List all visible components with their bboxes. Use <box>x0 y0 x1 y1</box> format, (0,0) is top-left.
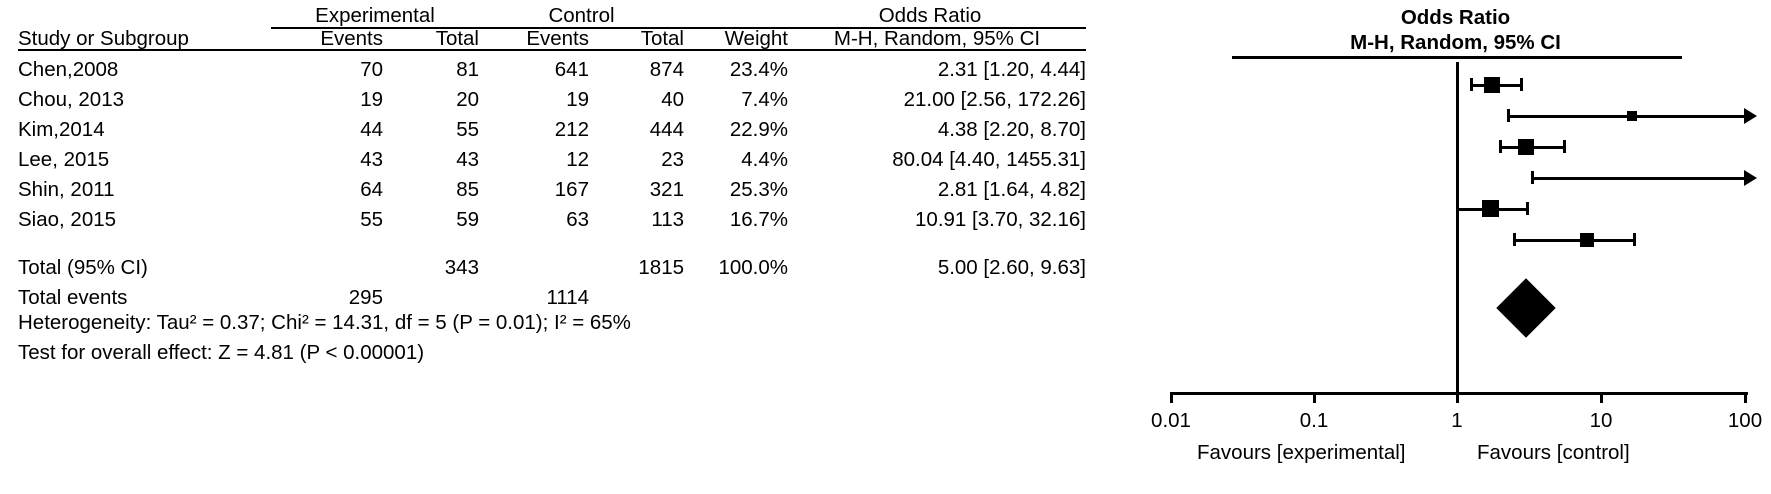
ci-cap-left-study-4 <box>1531 171 1534 184</box>
cell-total-ctl-total: 1815 <box>638 255 684 279</box>
ci-line-study-4 <box>1531 177 1746 180</box>
table-row <box>18 140 1086 170</box>
group-header-blank <box>18 6 271 28</box>
cell-ctl-events: 641 <box>554 57 589 81</box>
cell-exp-events: 70 <box>360 57 383 81</box>
table-total-row <box>18 248 1086 278</box>
cell-effect: 2.81 [1.64, 4.82] <box>937 177 1086 201</box>
table-total-events-row <box>18 278 1086 308</box>
cell-ctl-total: 444 <box>649 117 684 141</box>
ci-cap-left-study-2 <box>1507 109 1510 122</box>
x-tick-2 <box>1456 392 1459 403</box>
cell-exp-total: 43 <box>456 147 479 171</box>
cell-exp-events: 19 <box>360 87 383 111</box>
cell-total-events-ctl: 1114 <box>546 285 589 309</box>
cell-total-events-label: Total events <box>18 285 128 309</box>
group-header-odds-ratio: Odds Ratio <box>788 6 1086 28</box>
table-row <box>18 80 1086 110</box>
cell-exp-events: 55 <box>360 207 383 231</box>
x-tick-0 <box>1170 392 1173 403</box>
plot-header-rule <box>1232 56 1682 59</box>
table-row <box>18 170 1086 200</box>
cell-ctl-total: 40 <box>661 87 684 111</box>
cell-weight: 7.4% <box>741 87 788 111</box>
cell-study: Siao, 2015 <box>18 207 117 231</box>
group-header-experimental: Experimental <box>271 6 479 28</box>
x-axis-line <box>1170 392 1748 395</box>
effect-marker-study-2 <box>1627 111 1637 121</box>
axis-caption-right: Favours [control] <box>1477 441 1630 464</box>
ci-cap-left-study-6 <box>1513 233 1516 246</box>
reference-line <box>1456 62 1459 392</box>
cell-ctl-total: 23 <box>661 147 684 171</box>
table-group-header-row <box>18 6 1086 28</box>
cell-study: Kim,2014 <box>18 117 105 141</box>
table-row <box>18 50 1086 80</box>
cell-weight: 4.4% <box>741 147 788 171</box>
table-column-header-row <box>18 28 1086 51</box>
col-header-exp-events: Events <box>271 28 383 51</box>
cell-ctl-events: 212 <box>554 117 589 141</box>
cell-exp-total: 81 <box>456 57 479 81</box>
ci-cap-left-study-1 <box>1470 78 1473 91</box>
cell-study: Lee, 2015 <box>18 147 110 171</box>
plot-title: Odds Ratio <box>1400 6 1511 29</box>
cell-total-effect: 5.00 [2.60, 9.63] <box>937 255 1086 279</box>
x-tick-label-2: 1 <box>1451 409 1463 432</box>
table-row <box>18 200 1086 230</box>
x-tick-label-0: 0.01 <box>1151 409 1191 432</box>
cell-ctl-events: 12 <box>566 147 589 171</box>
x-tick-1 <box>1313 392 1316 403</box>
axis-caption-left: Favours [experimental] <box>1197 441 1406 464</box>
group-header-control: Control <box>479 6 684 28</box>
cell-weight: 22.9% <box>729 117 788 141</box>
cell-effect: 4.38 [2.20, 8.70] <box>937 117 1086 141</box>
cell-effect: 2.31 [1.20, 4.44] <box>937 57 1086 81</box>
cell-study: Chen,2008 <box>18 57 119 81</box>
effect-marker-study-6 <box>1580 233 1594 247</box>
cell-ctl-total: 874 <box>649 57 684 81</box>
study-table-container <box>18 6 1138 368</box>
col-header-effect: M-H, Random, 95% CI <box>788 28 1086 51</box>
plot-subtitle: M-H, Random, 95% CI <box>1350 31 1561 54</box>
cell-study: Shin, 2011 <box>18 177 115 201</box>
cell-weight: 16.7% <box>729 207 788 231</box>
ci-cap-right-study-5 <box>1526 202 1529 215</box>
cell-weight: 23.4% <box>729 57 788 81</box>
heterogeneity-text: Heterogeneity: Tau² = 0.37; Chi² = 14.31, df = 5 (P = 0.01); I² = 65% <box>18 311 631 334</box>
effect-marker-study-5 <box>1482 200 1499 217</box>
cell-ctl-total: 113 <box>651 207 684 231</box>
cell-ctl-events: 167 <box>554 177 589 201</box>
cell-total-exp-events <box>271 248 383 278</box>
col-header-weight: Weight <box>684 28 788 51</box>
ci-cap-right-study-6 <box>1633 233 1636 246</box>
ci-cap-left-study-5 <box>1456 202 1459 215</box>
cell-exp-total: 55 <box>456 117 479 141</box>
col-header-exp-total: Total <box>383 28 479 51</box>
study-table <box>18 6 1086 308</box>
cell-ctl-events: 19 <box>566 87 589 111</box>
ci-line-study-6 <box>1513 239 1635 242</box>
cell-study: Chou, 2013 <box>18 87 125 111</box>
effect-marker-study-3 <box>1518 139 1534 155</box>
cell-total-exp-total: 343 <box>444 255 479 279</box>
cell-ctl-events: 63 <box>566 207 589 231</box>
x-tick-label-1: 0.1 <box>1299 409 1329 432</box>
forest-plot-panel <box>1140 0 1771 494</box>
cell-exp-events: 44 <box>360 117 383 141</box>
overall-effect-text: Test for overall effect: Z = 4.81 (P < 0.00001) <box>18 341 425 364</box>
group-header-weight-blank <box>684 6 788 28</box>
col-header-study: Study or Subgroup <box>18 28 271 51</box>
cell-exp-events: 64 <box>360 177 383 201</box>
cell-total-events-exp: 295 <box>348 285 383 309</box>
cell-weight: 25.3% <box>729 177 788 201</box>
cell-exp-total: 85 <box>456 177 479 201</box>
table-row <box>18 110 1086 140</box>
ci-cap-left-study-3 <box>1499 140 1502 153</box>
ci-arrow-right-study-4 <box>1744 170 1757 186</box>
table-spacer <box>18 230 1086 248</box>
cell-exp-events: 43 <box>360 147 383 171</box>
cell-exp-total: 59 <box>456 207 479 231</box>
col-header-ctl-total: Total <box>589 28 684 51</box>
ci-cap-right-study-3 <box>1563 140 1566 153</box>
col-header-ctl-events: Events <box>479 28 589 51</box>
cell-ctl-total: 321 <box>649 177 684 201</box>
ci-arrow-right-study-2 <box>1744 108 1757 124</box>
x-tick-3 <box>1600 392 1603 403</box>
cell-effect: 21.00 [2.56, 172.26] <box>903 87 1086 111</box>
cell-total-weight: 100.0% <box>718 255 788 279</box>
effect-marker-study-1 <box>1484 77 1500 93</box>
cell-total-label: Total (95% CI) <box>18 255 148 279</box>
ci-cap-right-study-1 <box>1520 78 1523 91</box>
cell-effect: 10.91 [3.70, 32.16] <box>915 207 1086 231</box>
x-tick-4 <box>1744 392 1747 403</box>
summary-diamond <box>1496 278 1555 337</box>
x-tick-label-4: 100 <box>1727 409 1763 432</box>
cell-total-ctl-events <box>479 248 589 278</box>
cell-exp-total: 20 <box>456 87 479 111</box>
cell-effect: 80.04 [4.40, 1455.31] <box>892 147 1086 171</box>
x-tick-label-3: 10 <box>1589 409 1613 432</box>
